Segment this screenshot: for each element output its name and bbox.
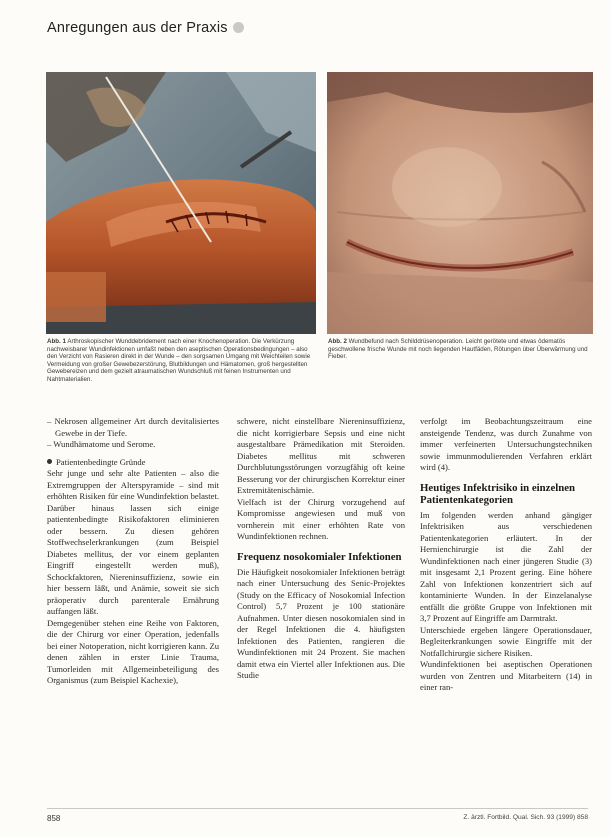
figure-2-photo (327, 72, 593, 334)
figure-2-caption-label: Abb. 2 (328, 338, 347, 345)
figure-2-caption-text: Wundbefund nach Schilddrüsenoperation. Leicht gerötete und etwas ödematös geschwollene frische Wunde mit noch liegenden Hautfäden, Rötungen über Überwärmung und Fieber. (328, 338, 588, 360)
paragraph: Wundinfektionen bei aseptischen Operationen wurden von Zentren und Mitarbeitern (14) in einer ran- (420, 659, 592, 692)
paragraph: verfolgt im Beobachtungszeitraum eine ansteigende Tendenz, was durch Zunahme von immer verfeinerten Untersuchungstechniken sowie immunmodulierenden Verfahren erklärt wird (4). (420, 416, 592, 472)
paragraph: Demgegenüber stehen eine Reihe von Faktoren, die der Chirurg vor einer Operation, jedenfalls bei einer Notoperation, nicht korrigieren kann. Zu denen zählen in erster Linie Trauma, Tumorleiden mit Allgemeinbeteiligung des Organismus (zum Beispiel Kachexie), (47, 617, 219, 685)
paragraph: Die Häufigkeit nosokomialer Infektionen beträgt nach einer Untersuchung des Senic-Projektes (Study on the Efficacy of Nosokomial Infection Control) 5,7 Prozent je 100 stationäre Aufnahmen. Unter diesen nosokomialen sind in der Regel Infektionen die 4. häufigsten Infektionen des Patienten, rangieren die Wundinfektionen mit 24 Prozent. Sie machen damit etwa ein Viertel aller Infektionen aus. Die Studie (237, 566, 406, 680)
section-title: Anregungen aus der Praxis (47, 20, 228, 36)
page-header (47, 20, 244, 36)
bullet-icon (47, 459, 52, 464)
bullet-heading: Patientenbedingte Gründe (47, 457, 219, 469)
paragraph: Im folgenden werden anhand gängiger Infektrisiken aus verschiedenen Patientenkategorien erläutert. In der Hernienchirurgie ist die Zahl der Wundinfektionen nach einer jüngeren Studie (3) mit insgesamt 2,1 Prozent gering. Eine höhere Zahl von Infektionen konzentriert sich auf kontaminierte Wunden. In der Einzelanalyse entfällt die größte Gruppe von Infektionen mit 3,7 Prozent auf Eingriffe am Darmtrakt. (420, 509, 592, 623)
list-item: – Nekrosen allgemeiner Art durch devitalisiertes Gewebe in der Tiefe. (47, 416, 219, 438)
paragraph: Unterschiede ergeben längere Operationsdauer, Begleiterkrankungen sowie Eingriffe mit der Notfallchirurgie sichere Risiken. (420, 624, 592, 658)
list-item: – Wundhämatome und Serome. (47, 439, 156, 449)
text-column-2 (237, 416, 405, 682)
footer-rule (47, 808, 588, 809)
figure-1-caption-label: Abb. 1 (47, 338, 66, 345)
paragraph: Vielfach ist der Chirurg vorzugehend auf Kompromisse angewiesen und muß von vornherein mit einer erhöhten Rate von Wundinfektionen rechnen. (237, 496, 405, 541)
paragraph: schwere, nicht einstellbare Niereninsuffizienz, die nicht korrigierbare Sepsis und eine nicht ausgestaltbare Prämedikation mit Steroiden. Diabetes mellitus mit schweren Durchblutungsstörungen vorzugfähig oft keine Besserung vor der chirurgischen Korrektur einer Extremitätenischämie. (237, 416, 405, 495)
text-column-1 (47, 416, 219, 687)
text-column-3 (420, 416, 592, 694)
figure-1-photo (46, 72, 316, 334)
figure-1-caption (47, 338, 316, 383)
journal-reference: Z. ärztl. Fortbild. Qual. Sich. 93 (1999) 858 (463, 814, 588, 821)
page-number: 858 (47, 814, 61, 823)
figure-2-caption (328, 338, 593, 361)
figure-1-caption-text: Arthroskopischer Wunddebridement nach einer Knochenoperation. Die Verkürzung nachweisbarer Wundinfektionen umfaßt neben den aseptischen Operationsbedingungen – also den Verzicht von Rasieren direkt in der Wunde – den sorgsamen Umgang mit Weichteilen sowie Vermeidung von großer Gewebezerstörung, Blutbildungen und Hämatomen, groß hergestellten Gewebereizen und dem gezielt atraumatischen Wundschluß mit feinen Instrumenten und Nahtmaterialien. (47, 338, 311, 383)
header-dot-icon (233, 22, 244, 33)
section-heading: Frequenz nosokomialer Infektionen (237, 550, 402, 563)
section-heading: Heutiges Infektrisiko in einzelnen Patientenkategorien (420, 481, 576, 506)
paragraph: Sehr junge und sehr alte Patienten – also die Extremgruppen der Alterspyramide – sind mit erhöhten Risiken für eine Wundinfektion belastet. Darüber hinaus lassen sich einige patientenbedingte Risikofaktoren eliminieren oder bessern. Zu diesen gehören Stoffwechselerkrankungen (zum Beispiel Diabetes mellitus, der vor einem geplanten Eingriff eingestellt werden muß), Schockfaktoren, Niereninsuffizienz, sowie ein hier bessern läßt, und Anämie, soweit sie sich präoperativ durch parenterale Ernährung auffangen läßt. (47, 468, 219, 616)
